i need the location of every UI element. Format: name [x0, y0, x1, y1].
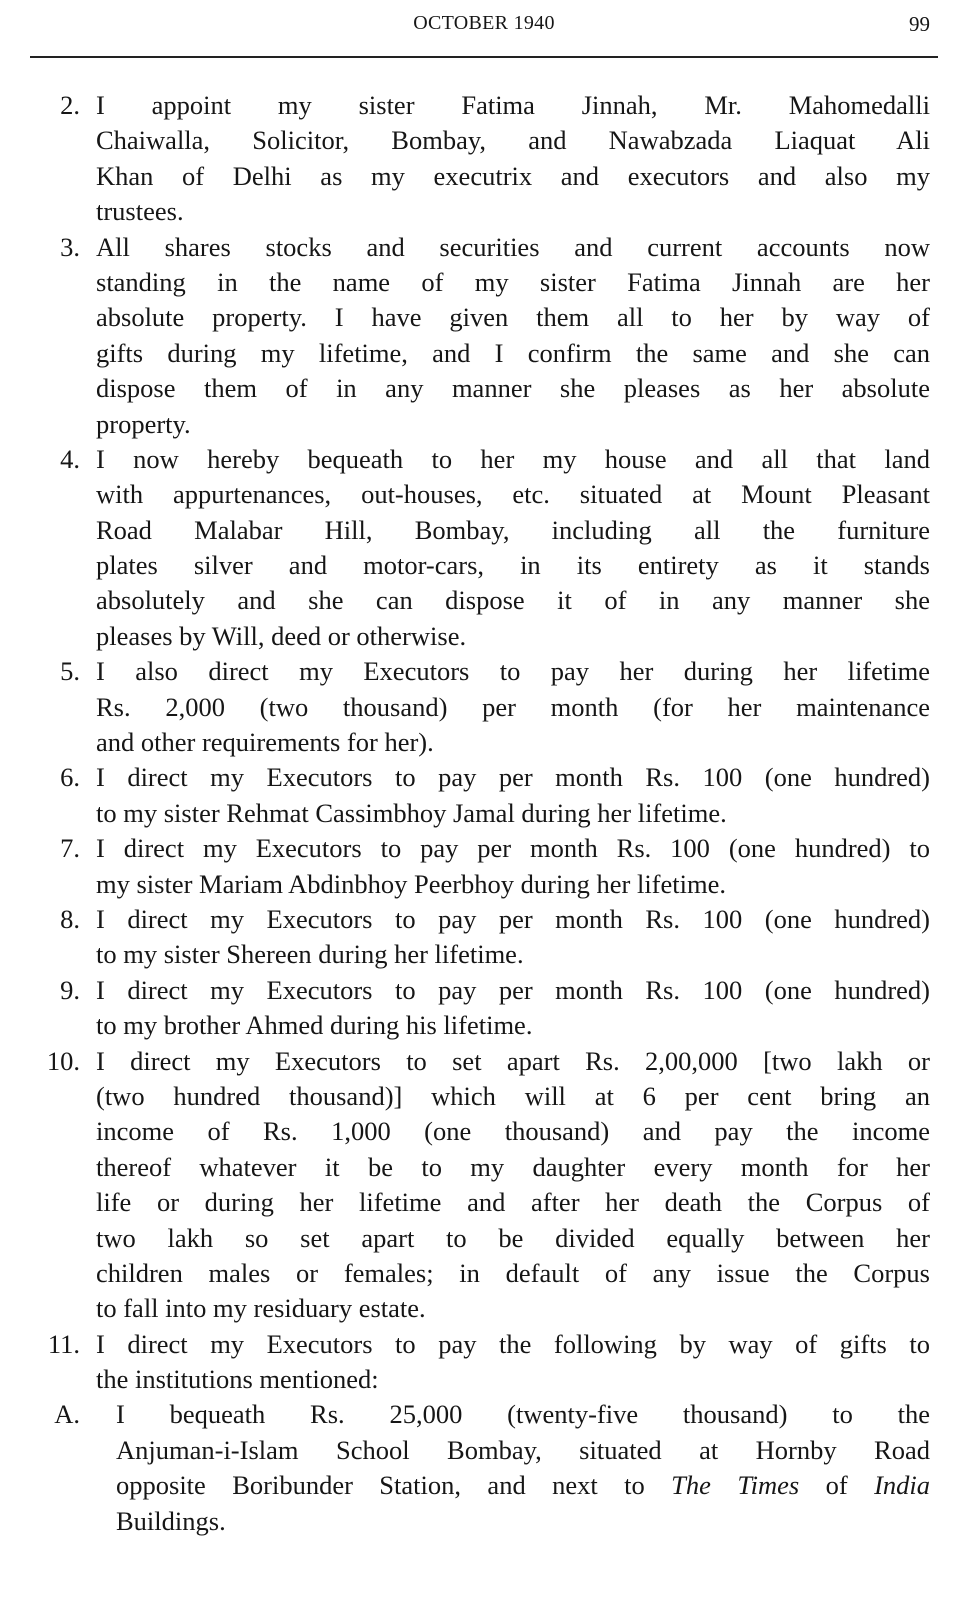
- clause-9: [0, 973, 930, 1044]
- clause-line: [116, 1468, 930, 1503]
- numbered-clauses: [0, 88, 968, 1397]
- clause-line: trustees.: [96, 196, 184, 227]
- clause-line: I direct my Executors to pay the following by way of gifts to: [96, 1328, 930, 1359]
- italic-title: India: [874, 1470, 930, 1501]
- clause-line: gifts during my lifetime, and I confirm the same and she can: [96, 337, 930, 368]
- clause-10: [0, 1044, 930, 1327]
- clause-line: I now hereby bequeath to her my house and all that land: [96, 443, 930, 474]
- clause-line: I also direct my Executors to pay her during her lifetime: [96, 656, 930, 687]
- clause-2: [0, 88, 930, 230]
- clause-a: [0, 1397, 930, 1539]
- clause-line: my sister Mariam Abdinbhoy Peerbhoy during her lifetime.: [96, 868, 726, 899]
- clause-number: 7.: [60, 833, 80, 864]
- clause-line: dispose them of in any manner she pleases as her absolute: [96, 373, 930, 404]
- clause-line: life or during her lifetime and after her death the Corpus of: [96, 1187, 930, 1218]
- clause-number: 8.: [60, 903, 80, 934]
- clause-11: [0, 1327, 930, 1398]
- clause-line: Buildings.: [116, 1505, 226, 1536]
- clause-text: of: [799, 1470, 875, 1501]
- clause-line: thereof whatever it be to my daughter every month for her: [96, 1151, 930, 1182]
- clause-4: [0, 442, 930, 654]
- clause-line: the institutions mentioned:: [96, 1364, 379, 1395]
- clause-line: children males or females; in default of any issue the Corpus: [96, 1257, 930, 1288]
- clause-line: I direct my Executors to set apart Rs. 2,00,000 [two lakh or: [96, 1045, 930, 1076]
- clause-number: 5.: [60, 656, 80, 687]
- clause-line: Chaiwalla, Solicitor, Bombay, and Nawabzada Liaquat Ali: [96, 125, 930, 156]
- clause-line: I direct my Executors to pay per month Rs. 100 (one hundred): [96, 762, 930, 793]
- clause-3: [0, 230, 930, 442]
- clause-line: two lakh so set apart to be divided equally between her: [96, 1222, 930, 1253]
- clause-7: [0, 831, 930, 902]
- clause-line: Khan of Delhi as my executrix and executors and also my: [96, 160, 930, 191]
- clause-line: to my brother Ahmed during his lifetime.: [96, 1010, 533, 1041]
- running-head: OCTOBER 1940: [413, 12, 555, 34]
- header-rule: [30, 56, 938, 58]
- will-clauses: [0, 88, 968, 1539]
- clause-line: plates silver and motor-cars, in its entirety as it stands: [96, 550, 930, 581]
- clause-line: Road Malabar Hill, Bombay, including all the furniture: [96, 514, 930, 545]
- italic-title: The Times: [671, 1470, 800, 1501]
- clause-line: to my sister Rehmat Cassimbhoy Jamal during her lifetime.: [96, 797, 727, 828]
- clause-line: to fall into my residuary estate.: [96, 1293, 426, 1324]
- clause-line: Rs. 2,000 (two thousand) per month (for her maintenance: [96, 691, 930, 722]
- clause-line: Anjuman-i-Islam School Bombay, situated at Hornby Road: [116, 1434, 930, 1465]
- clause-line: to my sister Shereen during her lifetime.: [96, 939, 524, 970]
- clause-line: I direct my Executors to pay per month Rs. 100 (one hundred): [96, 903, 930, 934]
- clause-line: property.: [96, 408, 191, 439]
- clause-line: I appoint my sister Fatima Jinnah, Mr. Mahomedalli: [96, 90, 930, 120]
- clause-line: All shares stocks and securities and current accounts now: [96, 231, 930, 262]
- clause-number: 2.: [60, 90, 80, 120]
- clause-number: A.: [54, 1399, 80, 1430]
- clause-number: 4.: [60, 443, 80, 474]
- clause-line: standing in the name of my sister Fatima Jinnah are her: [96, 266, 930, 297]
- clause-number: 9.: [60, 974, 80, 1005]
- clause-line: (two hundred thousand)] which will at 6 per cent bring an: [96, 1080, 930, 1111]
- clause-8: [0, 902, 930, 973]
- clause-line: and other requirements for her).: [96, 727, 434, 758]
- clause-line: absolutely and she can dispose it of in any manner she: [96, 585, 930, 616]
- clause-line: with appurtenances, out-houses, etc. situated at Mount Pleasant: [96, 479, 930, 510]
- clause-number: 6.: [60, 762, 80, 793]
- clause-text: opposite Boribunder Station, and next to: [116, 1470, 672, 1501]
- page-number: 99: [909, 12, 930, 36]
- clause-line: I direct my Executors to pay per month Rs. 100 (one hundred) to: [96, 833, 930, 864]
- clause-line: pleases by Will, deed or otherwise.: [96, 620, 467, 651]
- clause-5: [0, 654, 930, 760]
- page-header: [0, 12, 968, 42]
- clause-6: [0, 760, 930, 831]
- clause-line: I bequeath Rs. 25,000 (twenty-five thousand) to the: [116, 1399, 930, 1430]
- clause-number: 11.: [47, 1328, 80, 1359]
- clause-number: 10.: [46, 1045, 80, 1076]
- clause-line: I direct my Executors to pay per month Rs. 100 (one hundred): [96, 974, 930, 1005]
- clause-line: income of Rs. 1,000 (one thousand) and pay the income: [96, 1116, 930, 1147]
- clause-number: 3.: [60, 231, 80, 262]
- clause-line: absolute property. I have given them all to her by way of: [96, 302, 930, 333]
